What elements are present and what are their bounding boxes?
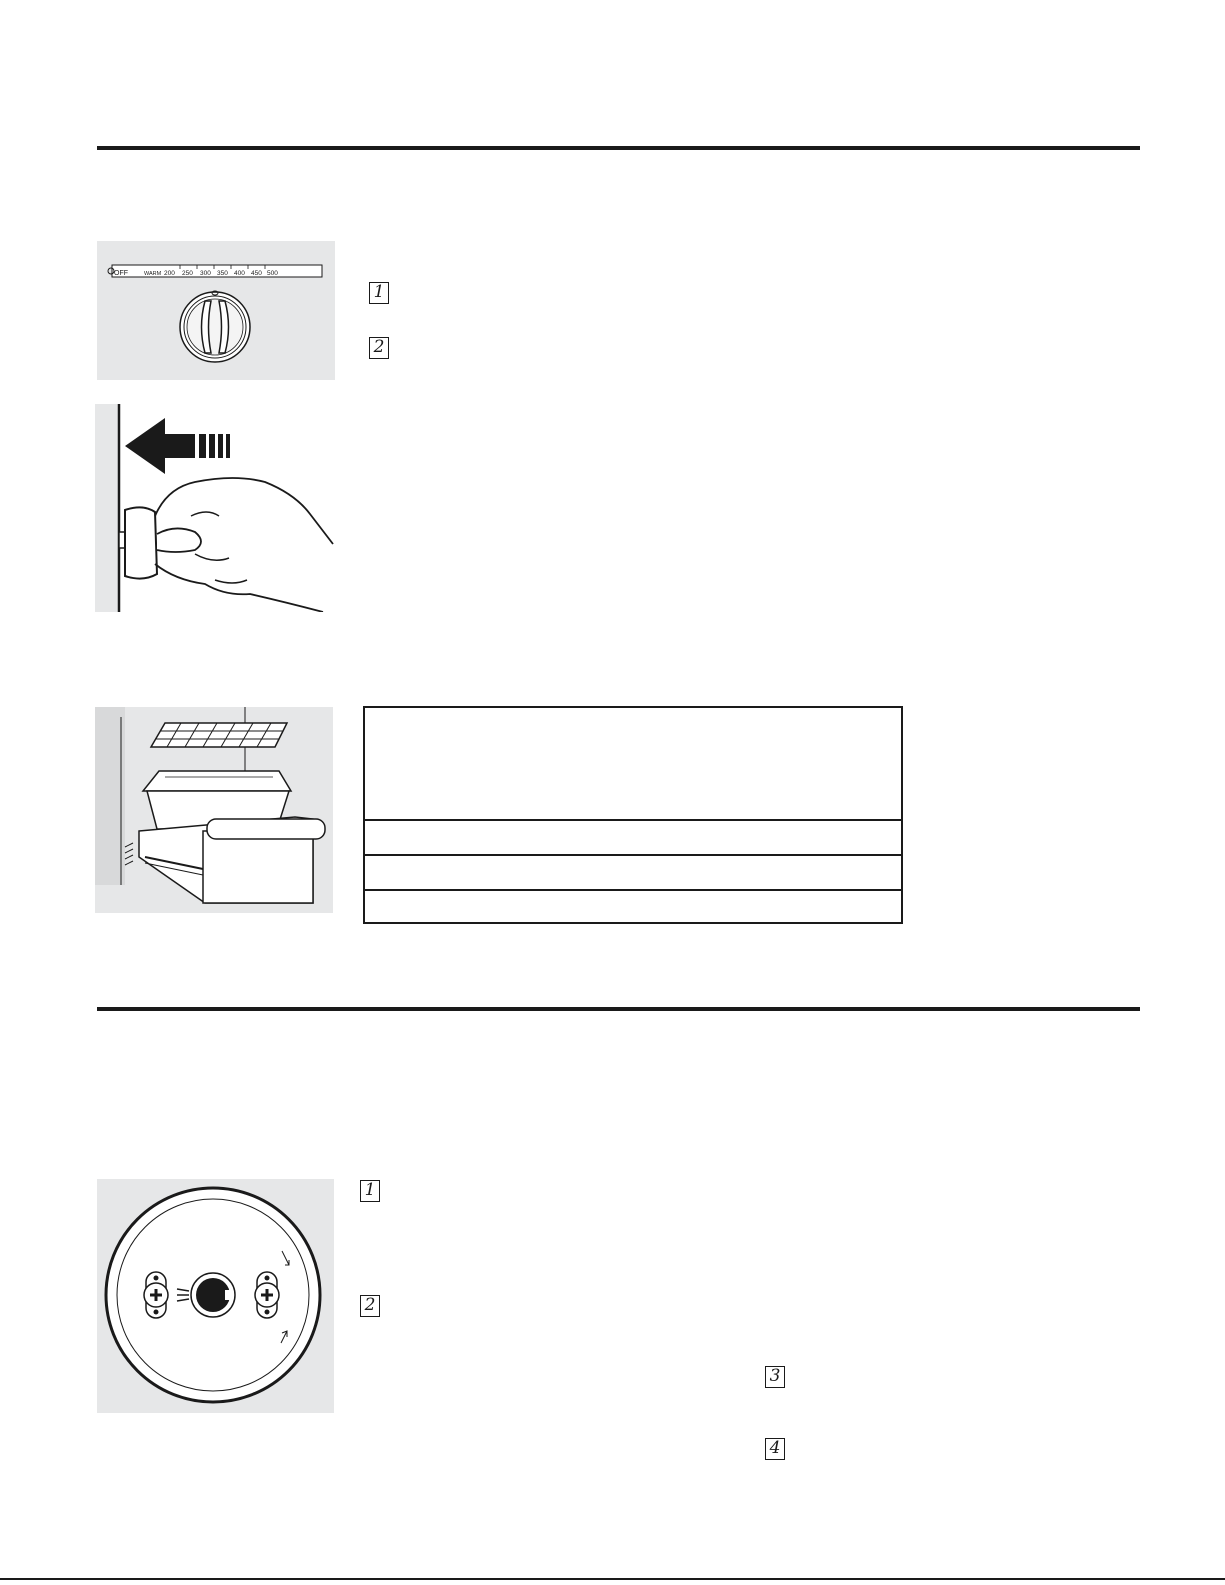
dial-temp-label: 400: [234, 270, 245, 277]
warming-drawer-illustration: [95, 707, 333, 913]
control-knob-icon: [97, 241, 335, 380]
dial-temp-label: 200: [164, 270, 175, 277]
step-4-indicator: 4: [765, 1438, 785, 1460]
dial-temp-label: 450: [251, 270, 262, 277]
dial-temp-label: 350: [217, 270, 228, 277]
push-knob-illustration: [95, 404, 335, 612]
page-bottom-rule: [0, 1578, 1225, 1580]
dial-temp-label: 300: [200, 270, 211, 277]
top-section-rule: [97, 146, 1140, 150]
step-2-indicator: 2: [369, 337, 389, 359]
burner-screws-icon: [97, 1179, 334, 1413]
dial-warm-label: WARM: [144, 271, 162, 277]
dial-temp-label: 500: [267, 270, 278, 277]
step-1-indicator: 1: [360, 1180, 380, 1202]
warming-drawer-icon: [95, 707, 333, 913]
dial-off-label: OFF: [114, 270, 128, 277]
table-row-divider: [365, 819, 901, 821]
table-row-divider: [365, 889, 901, 891]
table-row-divider: [365, 854, 901, 856]
dial-temp-label: 250: [182, 270, 193, 277]
step-3-indicator: 3: [765, 1366, 785, 1388]
step-2-indicator: 2: [360, 1295, 380, 1317]
info-table: [363, 706, 903, 924]
bottom-section-rule: [97, 1007, 1140, 1011]
burner-illustration: [97, 1179, 334, 1413]
step-1-indicator: 1: [369, 282, 389, 304]
hand-pushing-knob-icon: [95, 404, 335, 612]
control-knob-illustration: [97, 241, 335, 380]
